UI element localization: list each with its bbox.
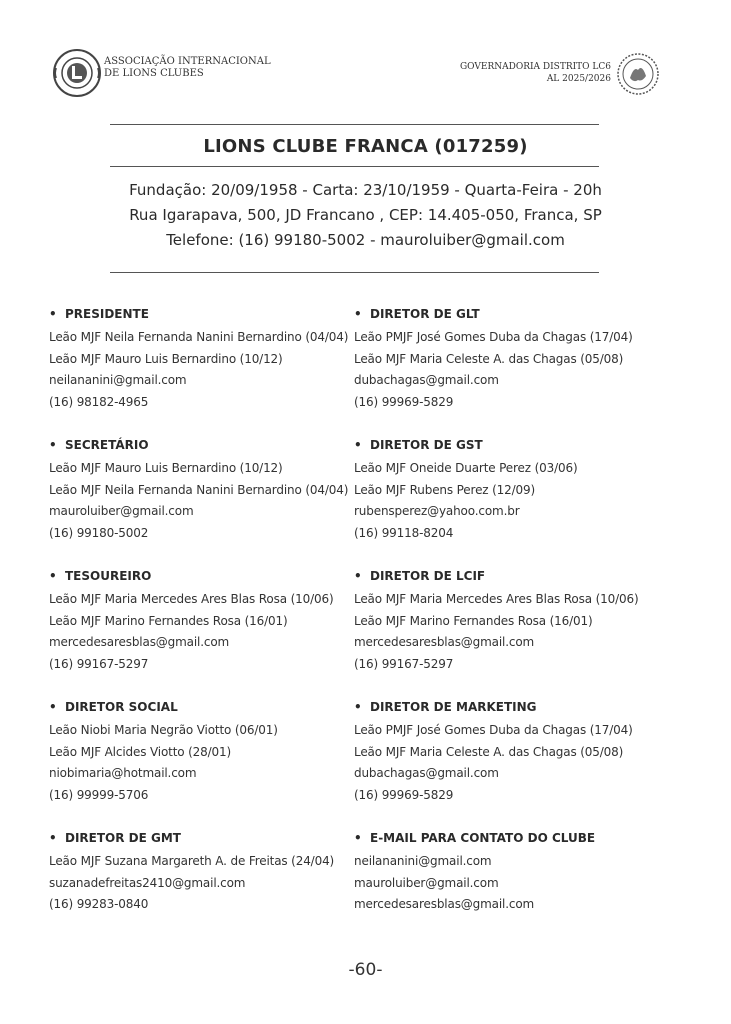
section-diretor-gst xyxy=(354,436,654,567)
bullet: • xyxy=(354,700,362,714)
district-seal-icon xyxy=(616,52,660,96)
section-line: Leão MJF Neila Fernanda Nanini Bernardino (04/04) xyxy=(49,482,349,497)
section-title xyxy=(49,829,354,851)
section-line: (16) 99180-5002 xyxy=(49,525,149,540)
club-info xyxy=(0,178,731,253)
club-info-address: Rua Igarapava, 500, JD Francano , CEP: 14.405-050, Franca, SP xyxy=(129,206,602,224)
section-title-text: PRESIDENTE xyxy=(65,307,149,321)
bullet: • xyxy=(49,831,57,845)
section-title-text: DIRETOR DE GMT xyxy=(65,831,181,845)
bullet: • xyxy=(354,307,362,321)
bullet: • xyxy=(354,438,362,452)
section-line: (16) 99283-0840 xyxy=(49,897,149,911)
divider-under-title xyxy=(110,166,599,167)
bullet: • xyxy=(49,700,57,714)
section-tesoureiro xyxy=(49,567,354,698)
section-line: Leão MJF Rubens Perez (12/09) xyxy=(354,482,536,497)
section-line: Leão MJF Maria Celeste A. das Chagas (05/08) xyxy=(354,744,624,759)
section-title xyxy=(354,436,654,458)
section-title xyxy=(354,305,654,327)
section-line: neilananini@gmail.com xyxy=(49,373,187,387)
section-line: Leão MJF Oneide Duarte Perez (03/06) xyxy=(354,461,578,475)
section-line: suzanadefreitas2410@gmail.com xyxy=(49,875,246,890)
left-column xyxy=(49,305,354,960)
district-line-1: GOVERNADORIA DISTRITO LC6 xyxy=(459,62,611,72)
section-line: Leão MJF Neila Fernanda Nanini Bernardino (04/04) xyxy=(49,330,349,344)
section-line: (16) 99969-5829 xyxy=(354,394,454,409)
section-title-text: DIRETOR DE GLT xyxy=(370,307,480,321)
section-secretario xyxy=(49,436,354,567)
bullet: • xyxy=(354,569,362,583)
section-line: mauroluiber@gmail.com xyxy=(354,875,499,890)
club-info-contact: Telefone: (16) 99180-5002 - mauroluiber@gmail.com xyxy=(166,231,565,249)
page-number: -60- xyxy=(348,960,383,980)
section-line: (16) 99969-5829 xyxy=(354,787,454,802)
lions-logo-icon xyxy=(52,48,102,98)
section-title-text: DIRETOR SOCIAL xyxy=(65,700,178,714)
club-title: LIONS CLUBE FRANCA (017259) xyxy=(203,136,528,157)
section-title xyxy=(354,567,654,589)
section-line: (16) 98182-4965 xyxy=(49,394,149,409)
section-line: Leão MJF Suzana Margareth A. de Freitas (24/04) xyxy=(49,854,335,868)
section-title-text: DIRETOR DE LCIF xyxy=(370,569,486,583)
section-line: mauroluiber@gmail.com xyxy=(49,504,194,518)
section-line: (16) 99999-5706 xyxy=(49,787,149,802)
section-title xyxy=(49,698,354,720)
section-line: Leão MJF Maria Mercedes Ares Blas Rosa (10/06) xyxy=(49,592,334,606)
section-line: mercedesaresblas@gmail.com xyxy=(354,897,535,911)
section-line: dubachagas@gmail.com xyxy=(354,766,499,780)
right-column xyxy=(354,305,654,960)
section-title-text: E-MAIL PARA CONTATO DO CLUBE xyxy=(370,831,596,845)
section-line: Leão MJF Maria Celeste A. das Chagas (05/08) xyxy=(354,351,624,366)
bullet: • xyxy=(49,307,57,321)
section-line: Leão MJF Maria Mercedes Ares Blas Rosa (10/06) xyxy=(354,592,639,606)
section-title xyxy=(49,567,354,589)
section-line: niobimaria@hotmail.com xyxy=(49,766,197,780)
page-header xyxy=(0,40,731,110)
organization-name xyxy=(104,56,271,80)
section-line: rubensperez@yahoo.com.br xyxy=(354,504,520,518)
divider-under-info xyxy=(110,272,599,273)
section-title xyxy=(49,436,354,458)
section-line: Leão MJF Marino Fernandes Rosa (16/01) xyxy=(354,613,593,628)
section-line: Leão MJF Mauro Luis Bernardino (10/12) xyxy=(49,461,283,475)
section-line: (16) 99167-5297 xyxy=(354,656,454,671)
section-diretor-social xyxy=(49,698,354,829)
section-line: dubachagas@gmail.com xyxy=(354,373,499,387)
district-line-2: AL 2025/2026 xyxy=(546,74,611,84)
section-line: Leão MJF Alcides Viotto (28/01) xyxy=(49,744,232,759)
section-title-text: DIRETOR DE GST xyxy=(370,438,483,452)
bullet: • xyxy=(354,831,362,845)
club-info-dates: Fundação: 20/09/1958 - Carta: 23/10/1959 - Quarta-Feira - 20h xyxy=(129,181,602,199)
section-line: (16) 99167-5297 xyxy=(49,656,149,671)
org-line-1: ASSOCIAÇÃO INTERNACIONAL xyxy=(104,56,271,67)
section-presidente xyxy=(49,305,354,436)
bullet: • xyxy=(49,569,57,583)
section-email-contato xyxy=(354,829,654,960)
section-line: Leão PMJF José Gomes Duba da Chagas (17/04) xyxy=(354,330,633,344)
section-line: mercedesaresblas@gmail.com xyxy=(49,635,230,649)
divider-top xyxy=(110,124,599,125)
section-line: Leão PMJF José Gomes Duba da Chagas (17/04) xyxy=(354,723,633,737)
section-title xyxy=(354,829,654,851)
section-line: Leão MJF Mauro Luis Bernardino (10/12) xyxy=(49,351,283,366)
section-title-text: DIRETOR DE MARKETING xyxy=(370,700,537,714)
section-line: (16) 99118-8204 xyxy=(354,525,454,540)
section-line: Leão MJF Marino Fernandes Rosa (16/01) xyxy=(49,613,288,628)
section-diretor-glt xyxy=(354,305,654,436)
section-title xyxy=(354,698,654,720)
section-diretor-marketing xyxy=(354,698,654,829)
district-name xyxy=(460,61,611,85)
section-title xyxy=(49,305,354,327)
section-title-text: SECRETÁRIO xyxy=(65,438,149,452)
org-line-2: DE LIONS CLUBES xyxy=(104,68,204,79)
bullet: • xyxy=(49,438,57,452)
section-line: mercedesaresblas@gmail.com xyxy=(354,635,535,649)
section-title-text: TESOUREIRO xyxy=(65,569,152,583)
section-diretor-gmt xyxy=(49,829,354,960)
section-line: Leão Niobi Maria Negrão Viotto (06/01) xyxy=(49,723,278,737)
section-line: neilananini@gmail.com xyxy=(354,854,492,868)
section-diretor-lcif xyxy=(354,567,654,698)
